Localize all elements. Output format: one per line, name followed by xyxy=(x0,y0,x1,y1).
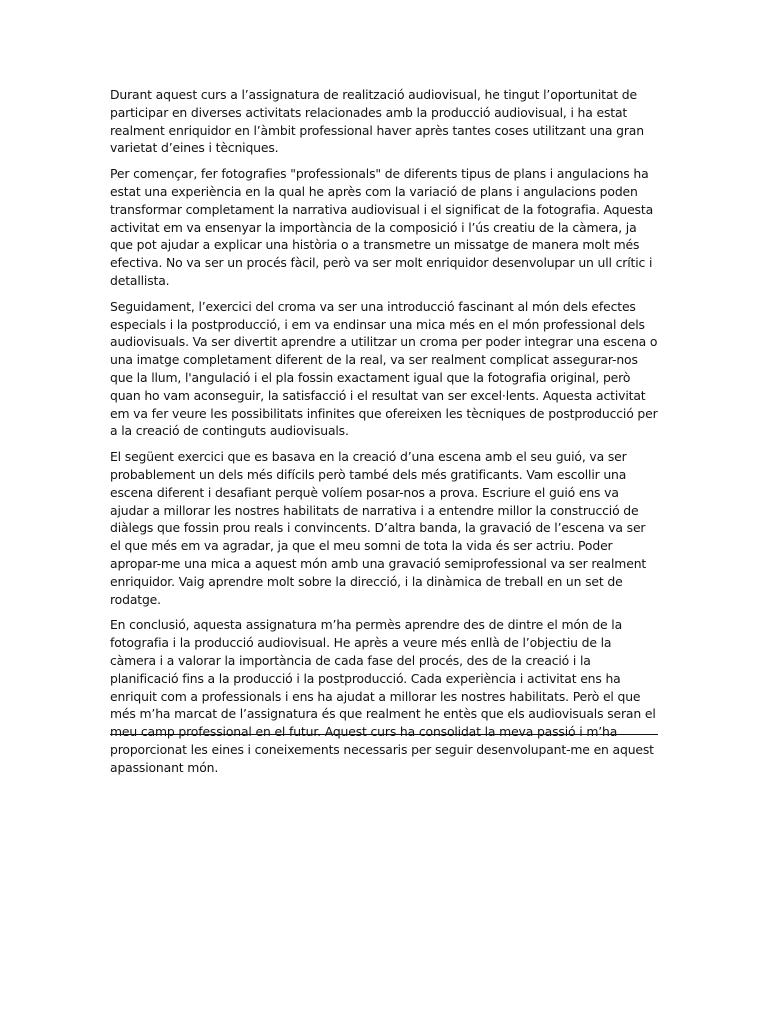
paragraph-script-scene: El següent exercici que es basava en la creació d’una escena amb el seu guió, va ser probablement un dels més difícils però també dels més gratificants. Vam escollir una escena diferent i desafiant perquè volíem posar-nos a prova. Escriure el guió ens va ajudar a millorar les nostres habilitats de narrativa i a entendre millor la construcció de diàlegs que fossin prou reals i convincents. D’altra banda, la gravació de l’escena va ser el que més em va agradar, ja que el meu somni de tota la vida és ser actriu. Poder apropar-me una mica a aquest món amb una gravació semiprofessional va ser realment enriquidor. Vaig aprendre molt sobre la direcció, i la dinàmica de treball en un set de rodatge. xyxy=(110,449,647,607)
document-body xyxy=(110,86,658,784)
paragraph-photography: Per començar, fer fotografies "professionals" de diferents tipus de plans i angulacions ha estat una experiència en la qual he après com la variació de plans i angulacions poden transformar completament la narrativa audiovisual i el significat de la fotografia. Aquesta activitat em va ensenyar la importància de la composició i l’ús creatiu de la càmera, ja que pot ajudar a explicar una història o a transmetre un missatge de manera molt més efectiva. No va ser un procés fàcil, però va ser molt enriquidor desenvolupar un ull crític i detallista. xyxy=(110,166,654,288)
horizontal-divider xyxy=(110,734,658,735)
paragraph-chroma: Seguidament, l’exercici del croma va ser una introducció fascinant al món dels efectes especials i la postproducció, i em va endinsar una mica més en el món professional dels audiovisuals. Va ser divertit aprendre a utilitzar un croma per poder integrar una escena o una imatge completament diferent de la real, va ser realment complicat assegurar-nos que la llum, l'angulació i el pla fossin exactament igual que la fotografia original, però quan ho vam aconseguir, la satisfacció i el resultat van ser excel·lents. Aquesta activitat em va fer veure les possibilitats infinites que ofereixen les tècniques de postproducció per a la creació de continguts audiovisuals. xyxy=(110,298,658,439)
paragraph-conclusion: En conclusió, aquesta assignatura m’ha permès aprendre des de dintre el món de la fotografia i la producció audiovisual. He après a veure més enllà de l’objectiu de la càmera i a valorar la importància de cada fase del procés, des de la creació i la planificació fins a la producció i la postproducció. Cada experiència i activitat ens ha enriquit com a professionals i ens ha ajudat a millorar les nostres habilitats. Però el que més m’ha marcat de l’assignatura és que realment he entès que els audiovisuals seran el meu camp professional en el futur. Aquest curs ha consolidat la meva passió i m’ha proporcionat les eines i coneixements necessaris per seguir desenvolupant-me en aquest apassionant món. xyxy=(110,617,656,775)
paragraph-intro: Durant aquest curs a l’assignatura de realització audiovisual, he tingut l’oportunitat de participar en diverses activitats relacionades amb la producció audiovisual, i ha estat realment enriquidor en l’àmbit professional haver après tantes coses utilitzant una gran varietat d’eines i tècniques. xyxy=(110,87,644,156)
